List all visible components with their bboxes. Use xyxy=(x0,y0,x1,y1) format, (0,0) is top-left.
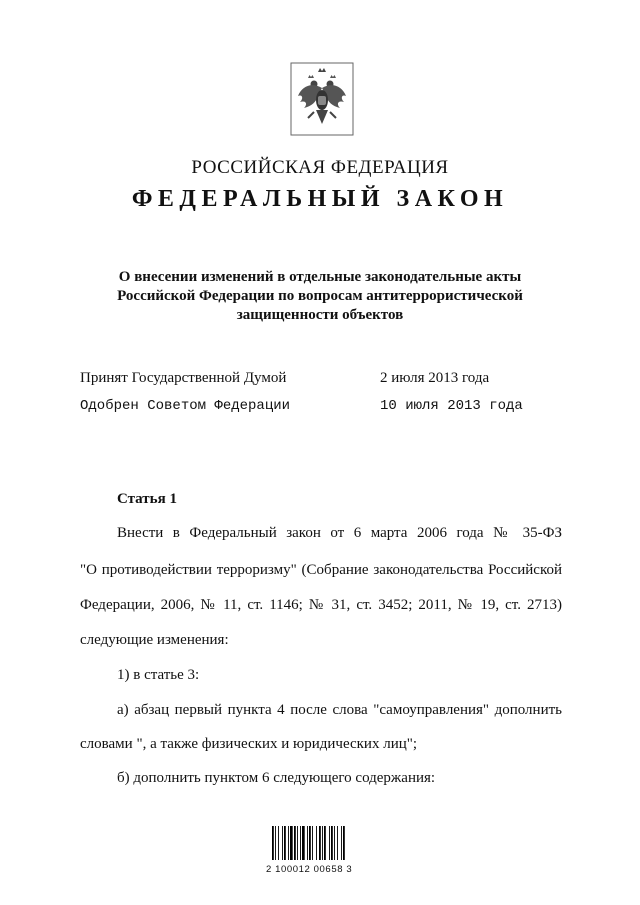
article-text-line: следующие изменения: xyxy=(80,632,229,648)
article-text-line: Внести в Федеральный закон от 6 марта 2006 года № 35-ФЗ xyxy=(117,525,562,541)
council-approval-date: 10 июля 2013 года xyxy=(380,398,523,414)
article-heading: Статья 1 xyxy=(117,491,177,507)
article-text-line: б) дополнить пунктом 6 следующего содержания: xyxy=(117,770,436,786)
article-text-line: Федерации, 2006, № 11, ст. 1146; № 31, ст. 3452; 2011, № 19, ст. 2713) xyxy=(80,597,562,613)
council-approval-label: Одобрен Советом Федерации xyxy=(80,398,291,414)
article-text-line: "О противодействии терроризму" (Собрание законодательства Российской xyxy=(80,562,562,578)
article-text-line: а) абзац первый пункта 4 после слова "самоуправления" дополнить xyxy=(117,702,562,718)
barcode-icon xyxy=(270,818,370,862)
title-line: защищенности объектов xyxy=(236,307,404,323)
document-type: ФЕДЕРАЛЬНЫЙ ЗАКОН xyxy=(131,186,509,212)
country-name: РОССИЙСКАЯ ФЕДЕРАЦИЯ xyxy=(191,157,449,178)
title-line: О внесении изменений в отдельные законодательные акты xyxy=(118,269,522,285)
law-title xyxy=(80,268,560,325)
title-line: Российской Федерации по вопросам антитеррористической xyxy=(117,288,523,304)
article-text-line: 1) в статье 3: xyxy=(117,667,200,683)
article-text-line: словами ", а также физических и юридических лиц"; xyxy=(80,736,418,752)
barcode-number: 2 100012 00658 3 xyxy=(266,864,353,875)
coat-of-arms-icon xyxy=(290,62,354,136)
duma-adoption-label: Принят Государственной Думой xyxy=(80,370,287,386)
duma-adoption-date: 2 июля 2013 года xyxy=(380,370,490,386)
